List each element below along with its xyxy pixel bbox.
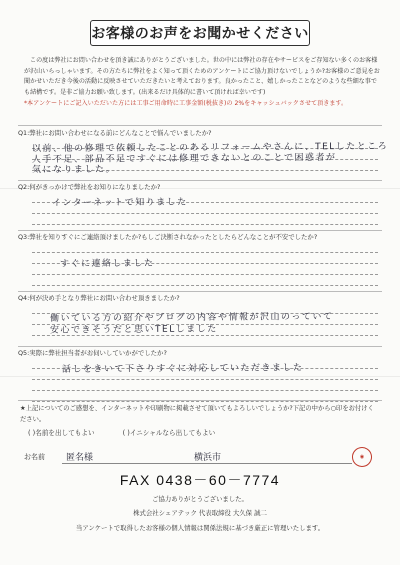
privacy-note: 当アンケートで取得したお客様の個人情報は関係法規に基づき厳正に管理いたします。 xyxy=(75,524,325,532)
fax-number: FAX 0438－60－7774 xyxy=(119,472,281,488)
question-1 xyxy=(18,129,389,176)
answer-area[interactable] xyxy=(31,138,389,176)
handwritten-answer: 以前、他の修理で依頼したことのあるリフォームやさんに、TELしたところ xyxy=(31,141,389,155)
name-field[interactable]: 匿名様 xyxy=(62,450,162,464)
answer-area[interactable] xyxy=(32,358,378,402)
handwritten-answer: インターネットで知りました xyxy=(51,197,188,209)
answer-area[interactable] xyxy=(32,303,378,347)
cashback-note: *本アンケートにご記入いただいた方には工事ご用命時に工事金額(税抜き)の 2%をキャッシュバックさせて頂きます。 xyxy=(24,99,348,107)
consent-option-initial[interactable]: ( )イニシャルなら出してもよい xyxy=(122,429,216,437)
stamp-seal-icon: ◉ xyxy=(350,445,374,469)
thanks-text: ご協力ありがとうございました。 xyxy=(152,495,248,503)
company-info: 株式会社シェアテック 代表取締役 大久保 誠二 xyxy=(133,509,267,517)
consent-options xyxy=(28,427,215,437)
divider xyxy=(18,291,382,292)
divider xyxy=(18,346,382,347)
intro-paragraph: この度は弊社にお問い合わせを頂き誠にありがとうございました。世の中には弊社の存在やサービスをご存知ない多くのお客様が沢山いらっしゃいます。その方たちに弊社をよく知って頂くためのアンケートにご協力頂けないでしょうか?お客様のご意見をお聞かせいただき今後の活動に反映させていただきたいと考えております。良かったこと、嬉しかったことなどのような些細な事でも結構です。是非ご協力お願い致します。(出来るだけ具体的に書いて頂ければ幸いです) xyxy=(24,57,380,96)
divider xyxy=(18,180,382,181)
divider xyxy=(18,400,382,401)
name-row xyxy=(18,448,352,466)
handwritten-answer: 安心できそうだと思いTELしました xyxy=(49,324,218,336)
city-field[interactable]: 横浜市 xyxy=(182,450,352,464)
divider xyxy=(18,230,382,231)
answer-area[interactable] xyxy=(32,192,378,225)
handwritten-answer: すぐに連絡しました xyxy=(59,258,155,270)
answer-area[interactable] xyxy=(32,242,378,286)
question-label: Q2:何がきっかけで弊社をお知りになりましたか? xyxy=(18,183,161,191)
handwritten-answer: 話しをきいて下さりすぐに対応していただきました xyxy=(61,363,304,375)
question-label: Q3:弊社を知りすぐにご連絡頂けましたか?もしご決断されなかったとしたらどんなことが不安でしたか? xyxy=(18,233,318,241)
name-label: お名前 xyxy=(24,453,45,461)
handwritten-answer: 働いている方の紹介やブログの内容や情報が沢山のっていて xyxy=(49,312,334,324)
question-label: Q5:実際に弊社担当者がお伺いしていかがでしたか? xyxy=(18,349,167,357)
intro-text xyxy=(24,56,382,109)
divider xyxy=(18,125,382,126)
handwritten-answer: 気になりました。 xyxy=(31,164,117,176)
question-label: Q4:何が決め手となり弊社にお問い合わせ頂きましたか? xyxy=(18,294,180,302)
question-2 xyxy=(18,183,384,225)
consent-option-name[interactable]: ( )名前を出してもよい xyxy=(28,429,95,437)
handwritten-answer: 人手不足、部品不足ですぐには修理できないとのことで困惑者が xyxy=(31,152,337,166)
publish-consent-question: ★上記についてのご感想を、インターネットや印刷物に掲載させて頂いてもよろしいでしょうか?下記の中から○印をお付けください。 xyxy=(20,405,374,423)
question-label: Q1:弊社にお問い合わせになる前にどんなことで悩んでいましたか? xyxy=(18,129,212,137)
page-title: お客様のお声をお聞かせください xyxy=(90,20,310,46)
question-3 xyxy=(18,233,384,286)
question-5 xyxy=(18,349,384,402)
question-4 xyxy=(18,294,384,347)
